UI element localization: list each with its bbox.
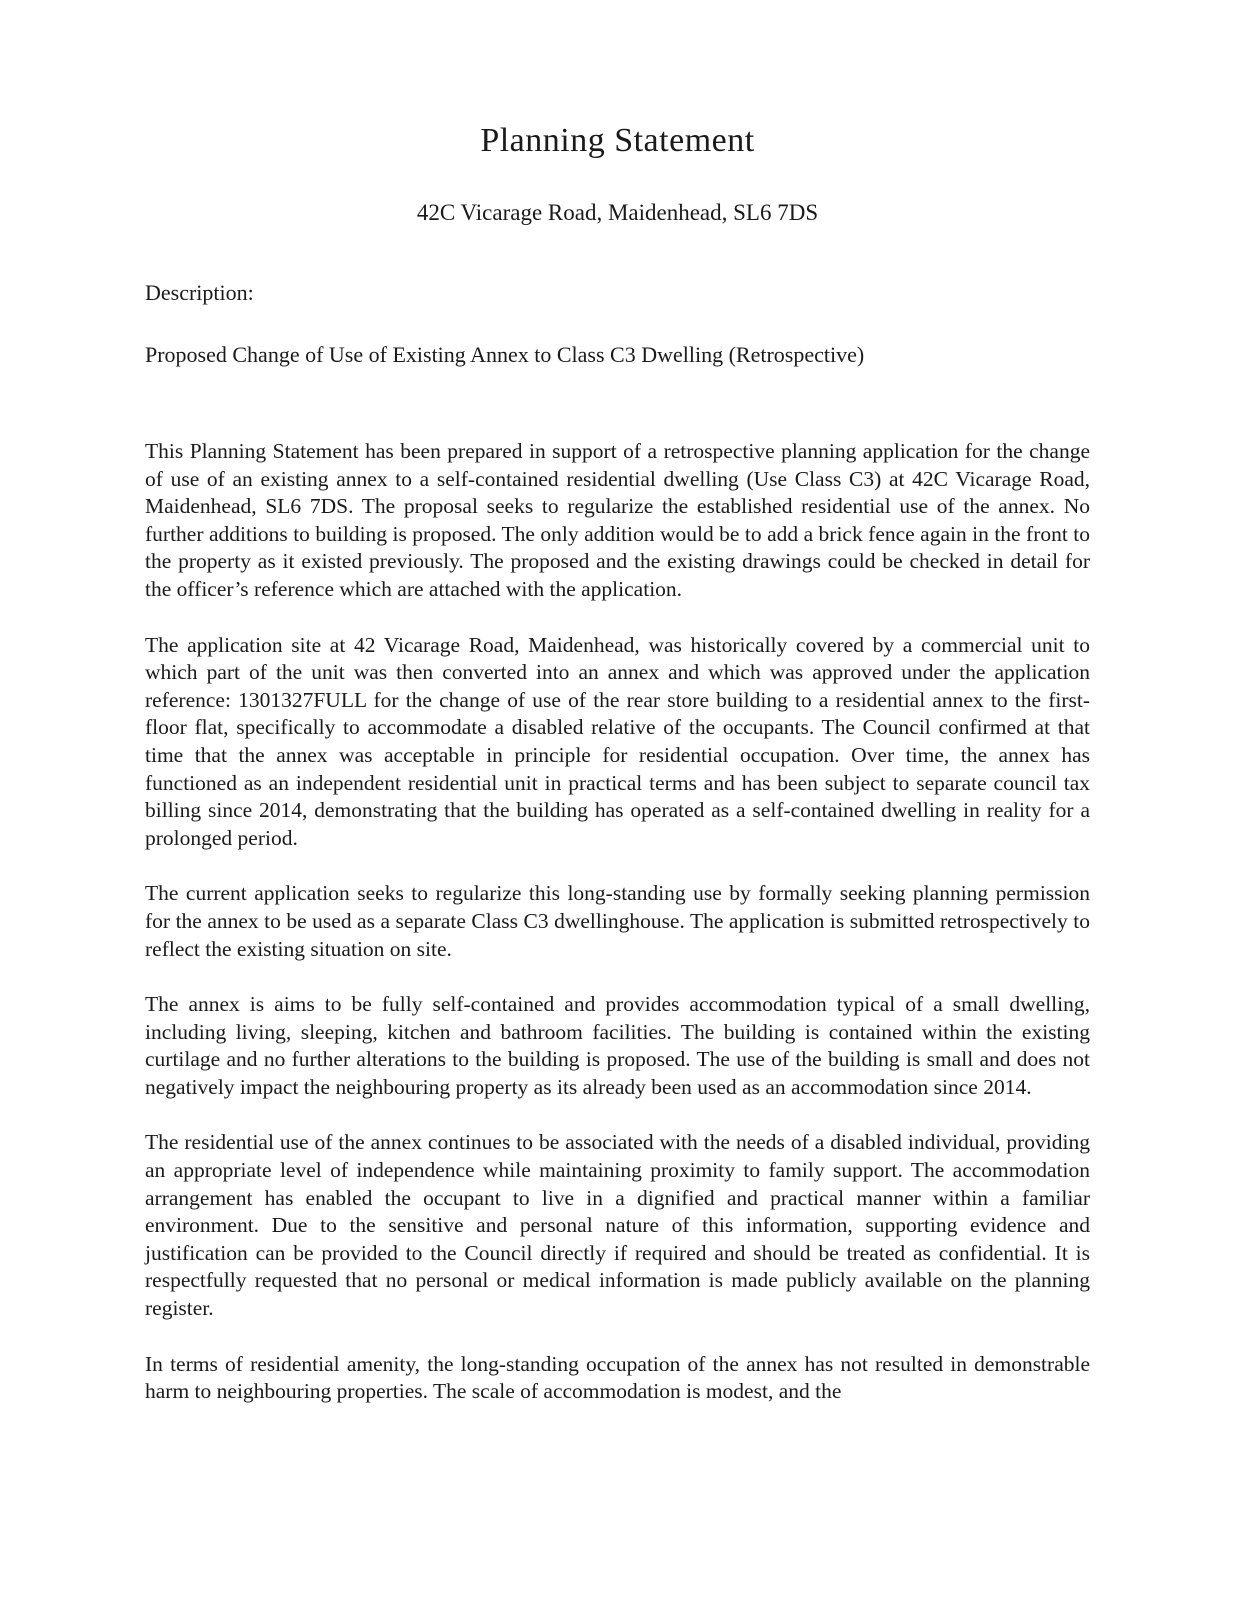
paragraph-1: This Planning Statement has been prepared in support of a retrospective planning application for the change of use of an existing annex to a self-contained residential dwelling (Use Class C3) at 42C Vicarage Road, Maidenhead, SL6 7DS. The proposal seeks to regularize the established residential use of the annex. No further additions to building is proposed. The only addition would be to add a brick fence again in the front to the property as it existed previously. The proposed and the existing drawings could be checked in detail for the officer’s reference which are attached with the application. [145, 439, 1090, 601]
document-subtitle: 42C Vicarage Road, Maidenhead, SL6 7DS [416, 200, 819, 225]
description-label: Description: [145, 280, 254, 305]
paragraph-3: The current application seeks to regularize this long-standing use by formally seeking planning permission for the annex to be used as a separate Class C3 dwellinghouse. The application is submitted retrospectively to reflect the existing situation on site. [145, 881, 1090, 961]
paragraph-4: The annex is aims to be fully self-contained and provides accommodation typical of a small dwelling, including living, sleeping, kitchen and bathroom facilities. The building is contained within the existing curtilage and no further alterations to the building is proposed. The use of the building is small and does not negatively impact the neighbouring property as its already been used as an accommodation since 2014. [145, 992, 1090, 1099]
paragraph-6: In terms of residential amenity, the long-standing occupation of the annex has not resulted in demonstrable harm to neighbouring properties. The scale of accommodation is modest, and the [145, 1351, 1090, 1404]
paragraph-2: The application site at 42 Vicarage Road, Maidenhead, was historically covered by a commercial unit to which part of the unit was then converted into an annex and which was approved under the application reference: 1301327FULL for the change of use of the rear store building to a residential annex to the first-floor flat, specifically to accommodate a disabled relative of the occupants. The Council confirmed at that time that the annex was acceptable in principle for residential occupation. Over time, the annex has functioned as an independent residential unit in practical terms and has been subject to separate council tax billing since 2014, demonstrating that the building has operated as a self-contained dwelling in reality for a prolonged period. [145, 632, 1090, 850]
document-title: Planning Statement [480, 122, 755, 159]
paragraph-5: The residential use of the annex continues to be associated with the needs of a disabled individual, providing an appropriate level of independence while maintaining proximity to family support. The accommodation arrangement has enabled the occupant to live in a dignified and practical manner within a familiar environment. Due to the sensitive and personal nature of this information, supporting evidence and justification can be provided to the Council directly if required and should be treated as confidential. It is respectfully requested that no personal or medical information is made publicly available on the planning register. [145, 1130, 1090, 1321]
description-text: Proposed Change of Use of Existing Annex to Class C3 Dwelling (Retrospective) [145, 342, 865, 367]
